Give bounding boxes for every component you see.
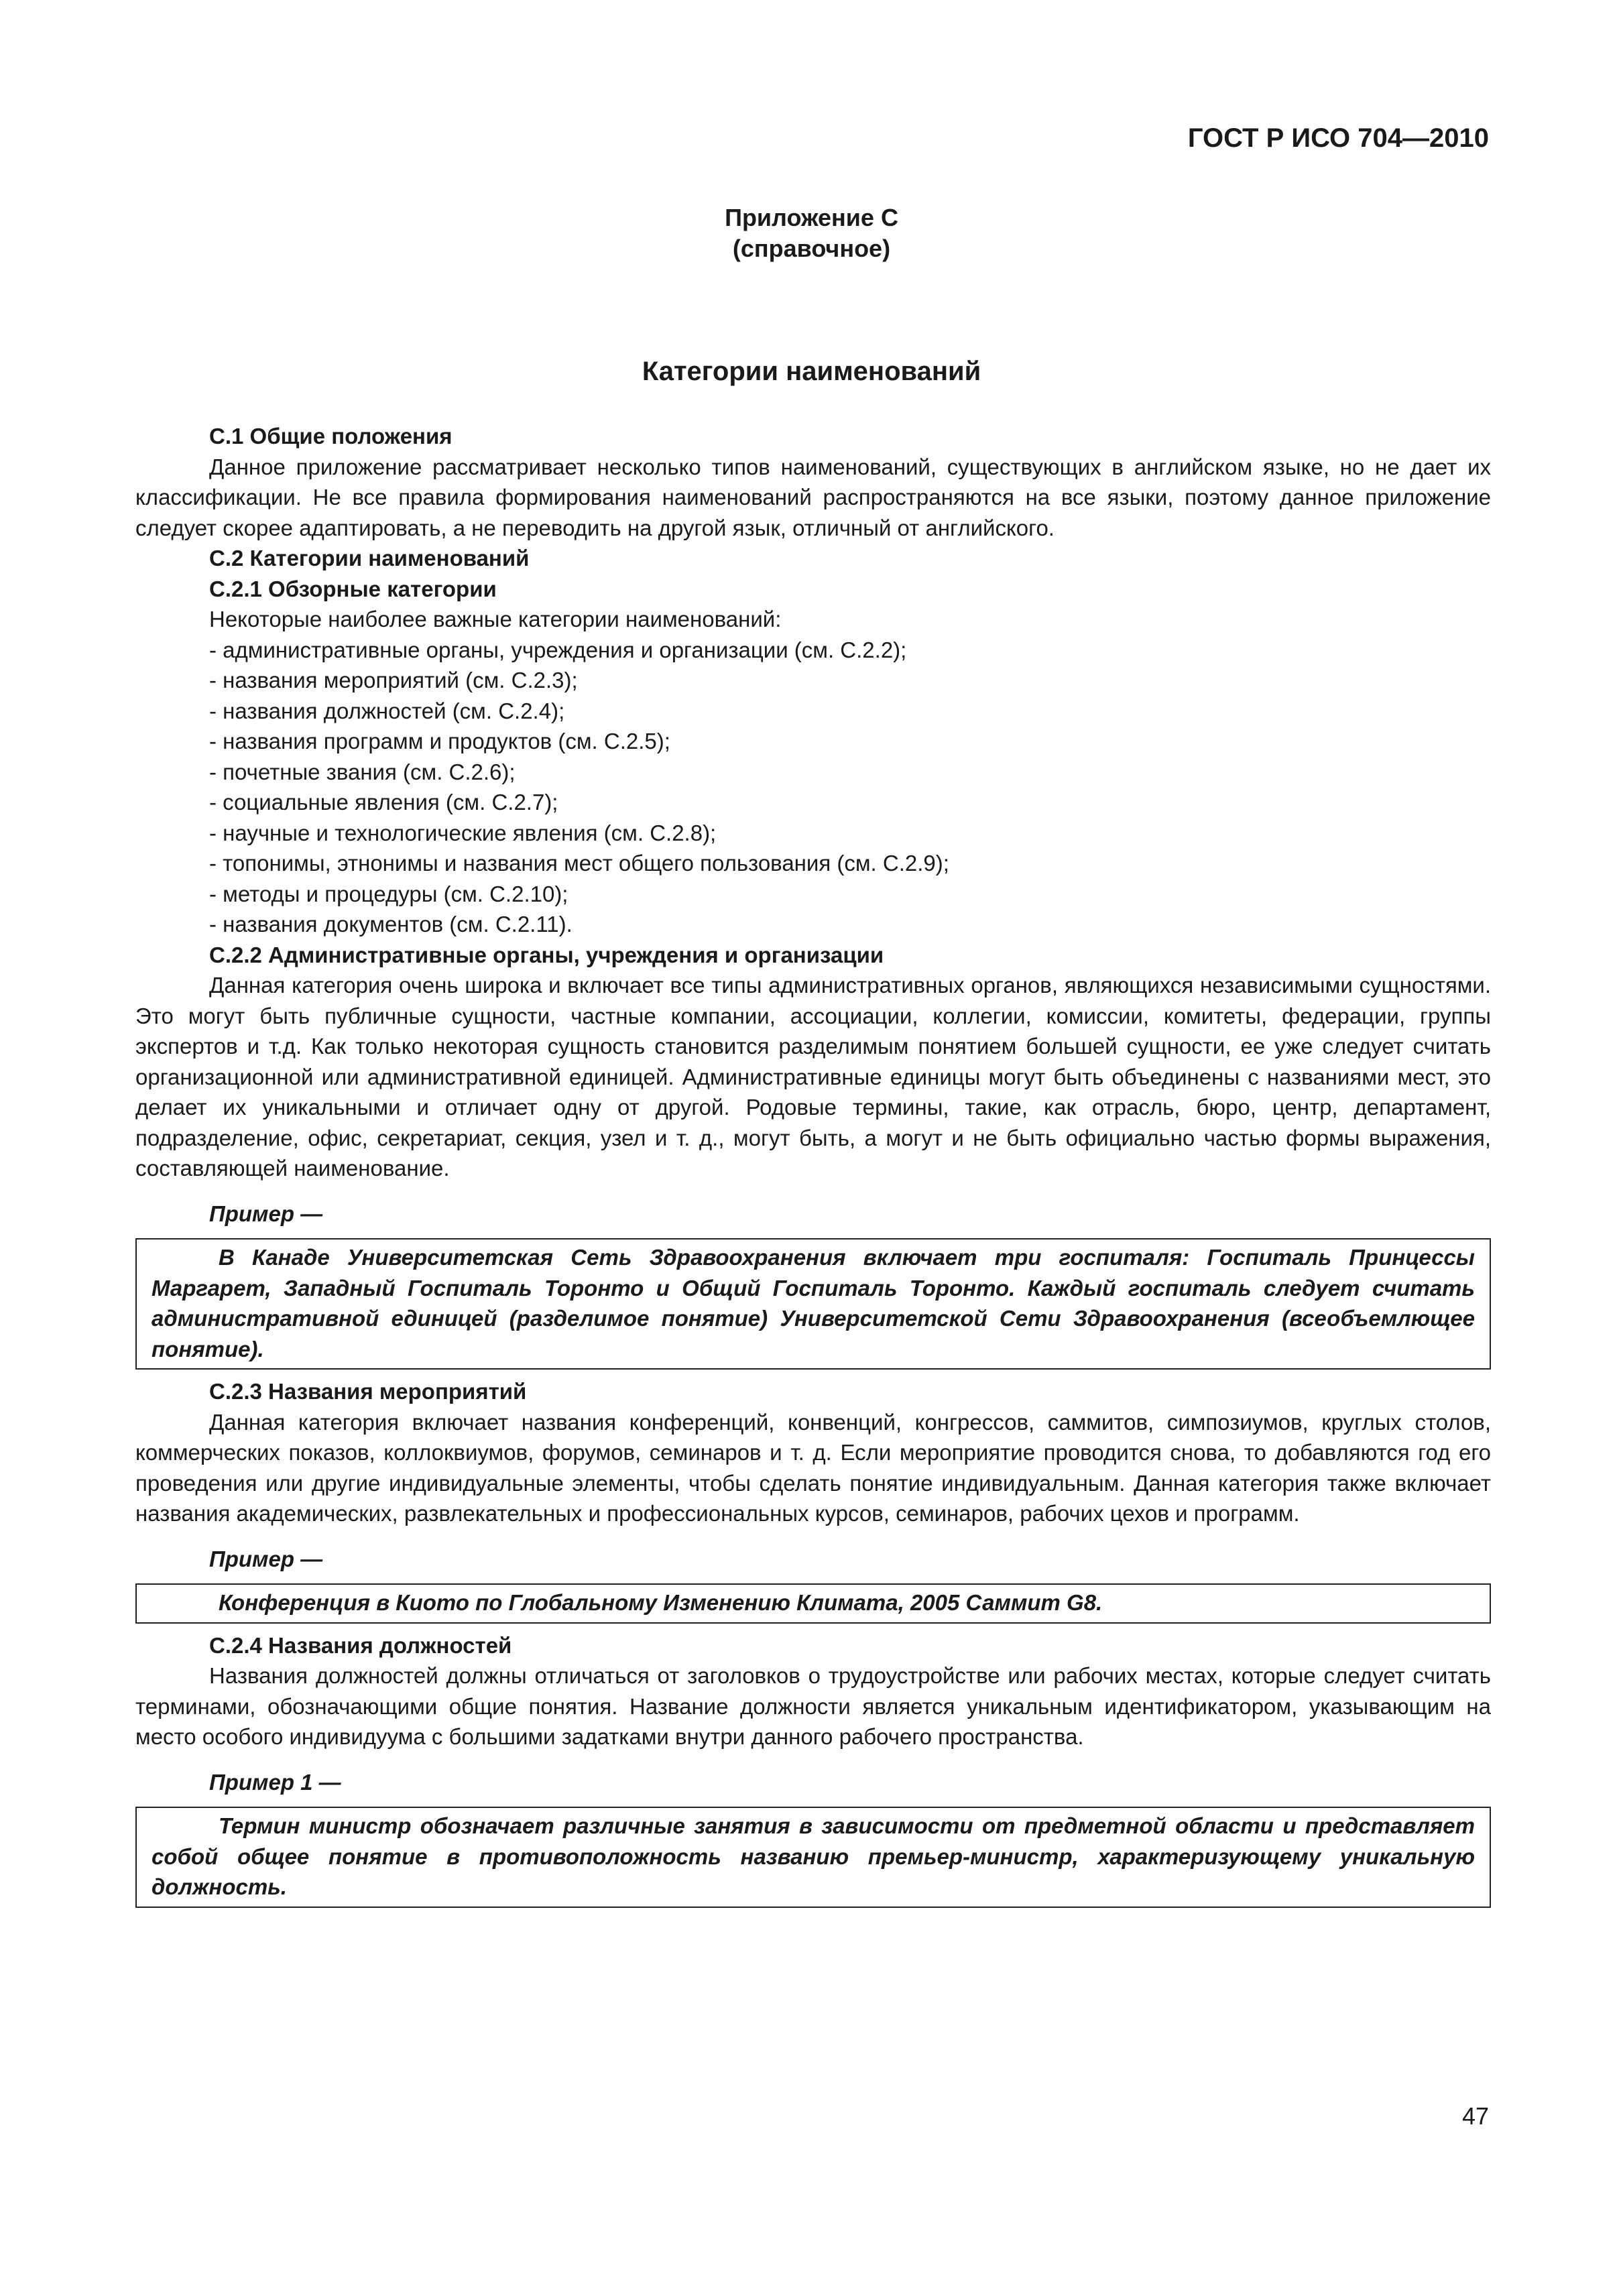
section-heading: С.2.2 Административные органы, учреждения и организации <box>209 942 884 967</box>
list-item: - названия мероприятий (см. С.2.3); <box>209 668 578 692</box>
paragraph: Некоторые наиболее важные категории наименований: <box>209 607 782 631</box>
document-body <box>135 421 1491 1915</box>
paragraph: Данная категория очень широка и включает все типы административных органов, являющихся независимыми сущностями. Это могут быть публичные сущности, частные компании, ассоциации, коллегии, комиссии, комитеты, федерации, группы экспертов и т.д. Как только некоторая сущность становится разделимым понятием большей сущности, ее уже следует считать организационной или административной единицей. Административные единицы могут быть объединены с названиями мест, это делает их уникальными и отличает одну от другой. Родовые термины, такие, как отрасль, бюро, центр, департамент, подразделение, офис, секретариат, секция, узел и т. д., могут быть, а могут и не быть официально частью формы выражения, составляющей наименование. <box>135 973 1491 1181</box>
appendix-kind: (справочное) <box>732 235 891 262</box>
list-item: - топонимы, этнонимы и названия мест общего пользования (см. С.2.9); <box>209 851 949 875</box>
list-item: - научные и технологические явления (см. С.2.8); <box>209 820 717 845</box>
page-number: 47 <box>1461 2102 1489 2130</box>
example-label: Пример 1 — <box>209 1769 341 1795</box>
example-box <box>135 1238 1491 1370</box>
example-text: В Канаде Университетская Сеть Здравоохранения включает три госпиталя: Госпиталь Принцессы Маргарет, Западный Госпиталь Торонто и Общий Госпиталь Торонто. Каждый госпиталь следует считать административной единицей (разделимое понятие) Университетской Сети Здравоохранения (всеобъемлющее понятие). <box>152 1245 1475 1362</box>
example-text: Термин министр обозначает различные занятия в зависимости от предметной области и представляет собой общее понятие в противоположность названию премьер-министр, характеризующему уникальную должность. <box>152 1813 1475 1899</box>
list-item: - названия программ и продуктов (см. С.2.5); <box>209 729 670 753</box>
list-item: - социальные явления (см. С.2.7); <box>209 790 558 814</box>
example-label: Пример — <box>209 1201 323 1226</box>
page-title: Категории наименований <box>642 357 981 386</box>
example-box <box>135 1583 1491 1624</box>
example-text: Конференция в Киото по Глобальному Изменению Климата, 2005 Саммит G8. <box>219 1590 1103 1615</box>
section-heading: С.2.4 Названия должностей <box>209 1632 512 1658</box>
appendix-title: Приложение С <box>725 204 898 231</box>
section-heading: С.2 Категории наименований <box>209 546 530 570</box>
section-heading: С.1 Общие положения <box>209 424 453 448</box>
paragraph: Данная категория включает названия конференций, конвенций, конгрессов, саммитов, симпозиумов, круглых столов, коммерческих показов, коллоквиумов, форумов, семинаров и т. д. Если мероприятие проводится снова, то добавляются год его проведения или другие индивидуальные элементы, чтобы сделать понятие индивидуальным. Данная категория также включает названия академических, развлекательных и профессиональных курсов, семинаров, рабочих цехов и программ. <box>135 1409 1491 1526</box>
standard-header: ГОСТ Р ИСО 704—2010 <box>1187 123 1489 153</box>
example-box <box>135 1807 1491 1908</box>
paragraph: Названия должностей должны отличаться от заголовков о трудоустройстве или рабочих местах, которые следует считать терминами, обозначающими общие понятия. Название должности является уникальным идентификатором, указывающим на место особого индивидуума с большими задатками внутри данного рабочего пространства. <box>135 1663 1491 1749</box>
list-item: - методы и процедуры (см. С.2.10); <box>209 881 568 906</box>
paragraph: Данное приложение рассматривает несколько типов наименований, существующих в английском языке, но не дает их классификации. Не все правила формирования наименований распространяются на все языки, поэтому данное приложение следует скорее адаптировать, а не переводить на другой язык, отличный от английского. <box>135 454 1491 540</box>
list-item: - почетные звания (см. С.2.6); <box>209 759 516 784</box>
section-heading: С.2.3 Названия мероприятий <box>209 1379 527 1404</box>
list-item: - названия должностей (см. С.2.4); <box>209 698 565 723</box>
section-heading: С.2.1 Обзорные категории <box>209 576 497 601</box>
list-item: - названия документов (см. С.2.11). <box>209 912 573 936</box>
list-item: - административные органы, учреждения и организации (см. С.2.2); <box>209 637 907 662</box>
example-label: Пример — <box>209 1546 323 1571</box>
